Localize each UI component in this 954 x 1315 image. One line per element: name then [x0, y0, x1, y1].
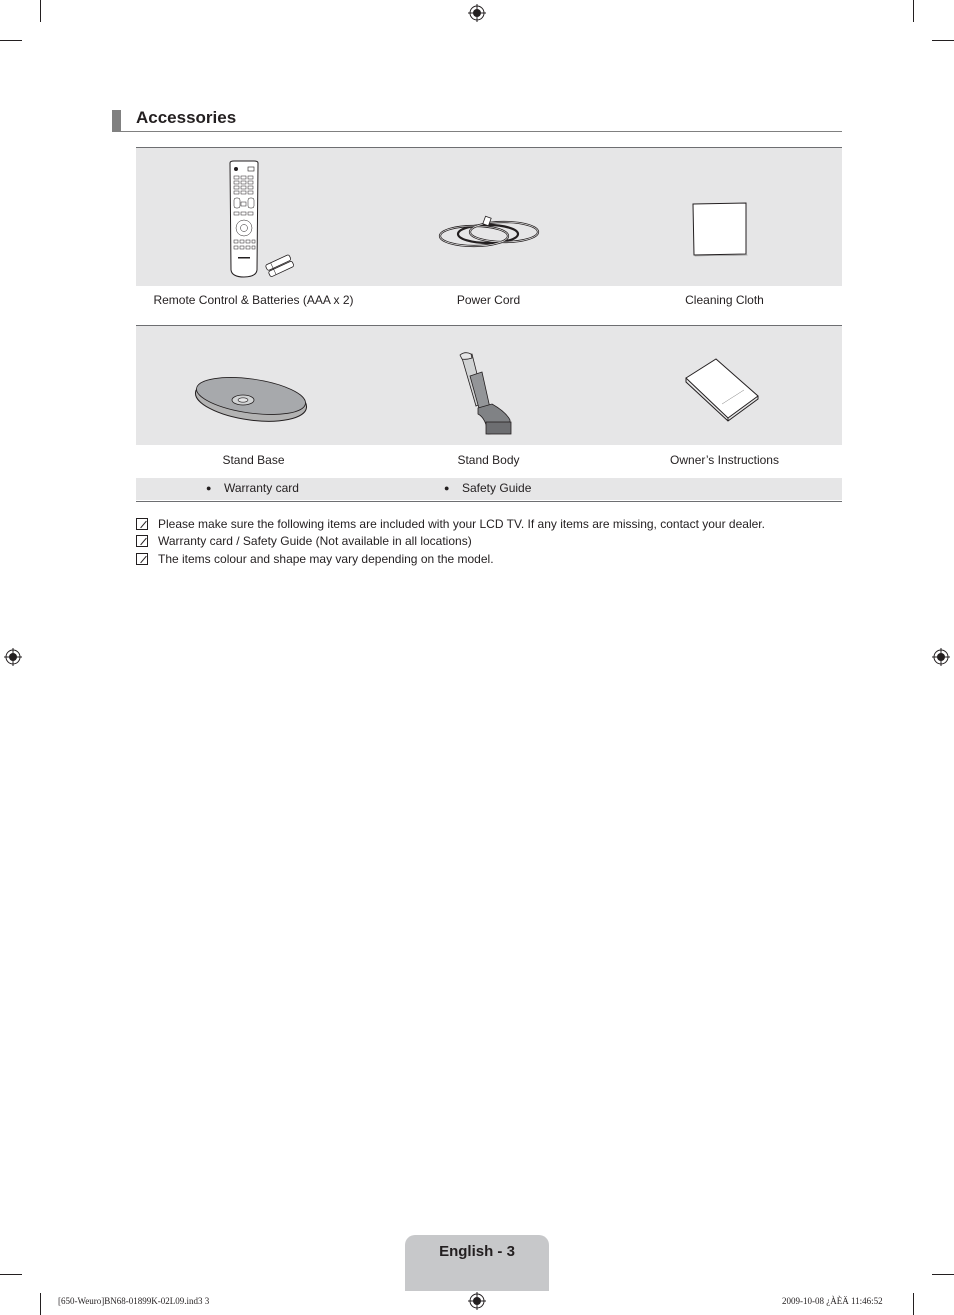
note-text: Please make sure the following items are included with your LCD TV. If any items are missing, contact your dealer. — [158, 517, 765, 531]
note-text: The items colour and shape may vary depending on the model. — [158, 552, 494, 566]
bullet-label: Safety Guide — [462, 481, 532, 495]
page-number: English - 3 — [439, 1243, 515, 1260]
note-icon — [136, 535, 148, 547]
bullet-label: Warranty card — [224, 481, 299, 495]
note-text: Warranty card / Safety Guide (Not available in all locations) — [158, 534, 472, 548]
crop-mark — [913, 1293, 914, 1315]
accessory-label: Remote Control & Batteries (AAA x 2) — [153, 293, 354, 307]
note-item — [136, 552, 494, 566]
accessory-label: Stand Base — [222, 453, 285, 467]
registration-mark-icon — [468, 1292, 486, 1310]
bullet-icon: ● — [206, 483, 212, 493]
crop-mark — [932, 40, 954, 41]
accessory-label: Stand Body — [457, 453, 520, 467]
cleaning-cloth-icon — [690, 201, 750, 257]
power-cord-icon — [434, 214, 544, 254]
section-rule — [121, 131, 842, 132]
accessory-label: Owner’s Instructions — [670, 453, 779, 467]
registration-mark-icon — [4, 648, 22, 666]
list-item — [444, 481, 531, 495]
note-icon — [136, 518, 148, 530]
note-item — [136, 534, 472, 548]
table-rule — [136, 501, 842, 502]
crop-mark — [932, 1274, 954, 1275]
note-icon — [136, 553, 148, 565]
remote-control-icon — [222, 160, 296, 280]
print-slug-right: 2009-10-08 ¿ÀÈÄ 11:46:52 — [782, 1296, 883, 1306]
section-title: Accessories — [136, 108, 237, 127]
crop-mark — [40, 0, 41, 22]
crop-mark — [0, 40, 22, 41]
crop-mark — [913, 0, 914, 22]
accessory-label: Cleaning Cloth — [685, 293, 764, 307]
crop-mark — [0, 1274, 22, 1275]
bullet-icon: ● — [444, 483, 450, 493]
section-marker — [112, 110, 121, 132]
print-slug-left: [650-Weuro]BN68-01899K-02L09.ind3 3 — [58, 1296, 210, 1306]
registration-mark-icon — [932, 648, 950, 666]
stand-body-icon — [456, 350, 520, 438]
stand-base-icon — [191, 373, 311, 425]
accessory-label: Power Cord — [456, 293, 521, 307]
crop-mark — [40, 1293, 41, 1315]
note-item — [136, 517, 765, 531]
list-item — [206, 481, 299, 495]
registration-mark-icon — [468, 4, 486, 22]
owners-instructions-icon — [684, 356, 762, 422]
